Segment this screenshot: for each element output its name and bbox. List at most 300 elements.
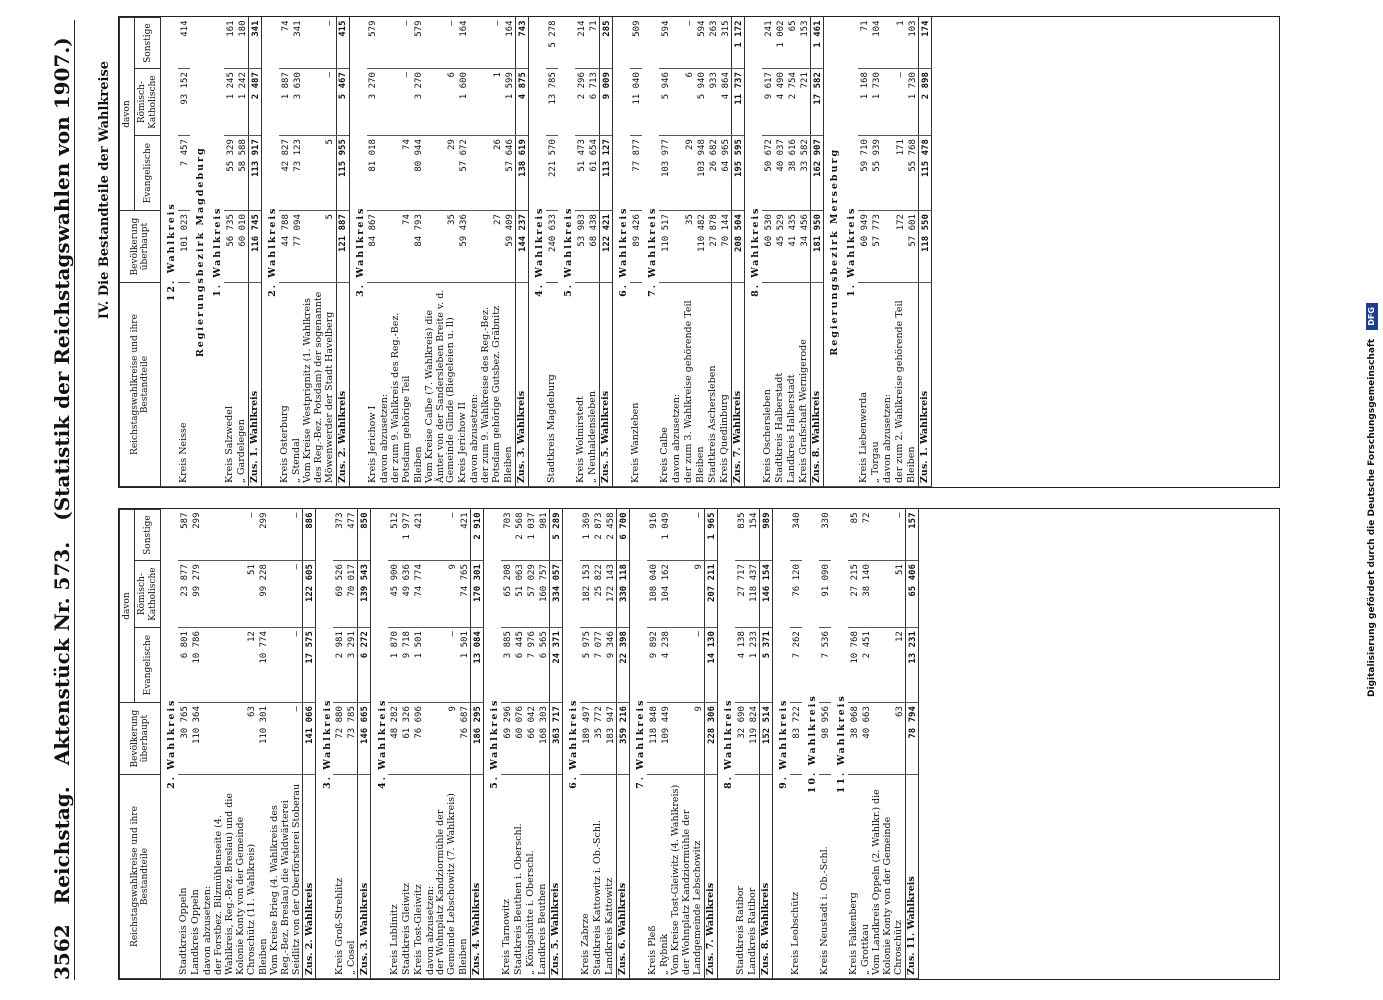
cell-sonst: 72 xyxy=(860,510,872,561)
cell-evang: 1 870 xyxy=(388,628,400,703)
cell-evang: 6 445 xyxy=(513,628,525,703)
cell-sonst: 1 965 xyxy=(705,510,718,561)
cell-total: 48 282 xyxy=(388,703,400,775)
cell-evang: 113 917 xyxy=(249,136,262,211)
cell-total: 118 848 xyxy=(647,703,659,775)
row-name: Vom Kreise Tost-Gleiwitz (4. Wahlkreis) der Wohnplatz Kandziormühle der Landgemeinde Lebschowitz xyxy=(671,775,704,979)
table-row xyxy=(671,510,704,979)
row-name: Kreis Jerichow I xyxy=(367,283,379,487)
cell-kath: 5 946 xyxy=(659,69,671,136)
cell-kath: 160 757 xyxy=(537,561,550,628)
credit-text: Digitalisierung gefördert durch die Deutsche Forschungsgemeinschaft xyxy=(1367,338,1377,697)
table-total-row xyxy=(516,18,529,487)
cell-sonst: 341 xyxy=(291,18,303,69)
subheader-label: 2. Wahlkreis xyxy=(262,18,280,487)
cell-sonst: 1 172 xyxy=(732,18,745,69)
cell-sonst: 154 xyxy=(747,510,760,561)
cell-evang: 55 939 xyxy=(870,136,882,211)
cell-kath: 4 875 xyxy=(516,69,529,136)
cell-kath: 1 887 xyxy=(279,69,291,136)
cell-sonst: 373 xyxy=(333,510,345,561)
cell-evang: 1 501 xyxy=(412,628,424,703)
cell-kath: 3 270 xyxy=(367,69,379,136)
row-name: Stadtkreis Magdeburg xyxy=(546,283,558,487)
cell-kath: 69 526 xyxy=(333,561,345,628)
table-row xyxy=(258,510,270,979)
cell-total xyxy=(424,703,436,775)
cell-sonst: 340 xyxy=(790,510,802,561)
subheader-label: Regierungsbezirk Magdeburg xyxy=(190,18,207,487)
cell-evang: 9 892 xyxy=(647,628,659,703)
cell-evang: 13 231 xyxy=(905,628,918,703)
cell-kath: 99 279 xyxy=(190,561,202,628)
cell-evang: 3 291 xyxy=(345,628,358,703)
row-name: Zus. 7. Wahlkreis xyxy=(705,775,718,979)
cell-kath: 74 774 xyxy=(412,561,424,628)
row-name: „ Torgau xyxy=(870,283,882,487)
table-subheader xyxy=(207,18,224,487)
cell-sonst: 71 xyxy=(858,18,870,69)
cell-evang: 58 588 xyxy=(236,136,249,211)
row-name: Vom Landkreis Oppeln (2. Wahlkr.) die Kolonie Konty von der Gemeinde Chroschütz xyxy=(872,775,905,979)
table-subheader xyxy=(718,510,736,979)
cell-total: 35 xyxy=(425,211,458,283)
cell-evang: 59 710 xyxy=(858,136,870,211)
row-name: Bleiben xyxy=(458,775,471,979)
page-header xyxy=(34,20,75,980)
cell-total xyxy=(469,211,481,283)
cell-evang: 171 xyxy=(894,136,906,211)
cell-kath: 3 630 xyxy=(291,69,303,136)
cell-evang: 6 272 xyxy=(358,628,371,703)
cell-total: 228 306 xyxy=(705,703,718,775)
cell-kath: 2 754 xyxy=(786,69,798,136)
row-name: Kreis Wanzleben xyxy=(630,283,642,487)
row-name: Kreis Liebenwerda xyxy=(858,283,870,487)
table-row xyxy=(400,510,412,979)
table-subheader xyxy=(371,510,389,979)
cell-total: 83 722 xyxy=(790,703,802,775)
cell-sonst: — xyxy=(391,18,413,69)
col-name-header: Reichstagswahlkreise und ihre Bestandteile xyxy=(120,283,161,487)
subheader-label: 10. Wahlkreis xyxy=(802,510,819,979)
cell-evang: 7 077 xyxy=(592,628,604,703)
cell-evang: 22 398 xyxy=(617,628,630,703)
subheader-label: 5. Wahlkreis xyxy=(558,18,575,487)
cell-sonst: 509 xyxy=(630,18,642,69)
cell-kath: 49 636 xyxy=(400,561,412,628)
row-name: Stadtkreis Kattowitz i. Ob.-Schl. xyxy=(592,775,604,979)
cell-total: 60 010 xyxy=(236,211,249,283)
table-left-body xyxy=(161,510,919,979)
cell-sonst: 180 xyxy=(236,18,249,69)
subheader-label: 12. Wahlkreis xyxy=(161,18,179,487)
subheader-label: 11. Wahlkreis xyxy=(831,510,848,979)
table-row xyxy=(501,510,513,979)
subheader-label: 9. Wahlkreis xyxy=(773,510,791,979)
table-row xyxy=(224,18,236,487)
cell-total: 183 947 xyxy=(604,703,617,775)
cell-total: 9 xyxy=(436,703,458,775)
cell-sonst: 65 xyxy=(786,18,798,69)
cell-kath: 207 211 xyxy=(705,561,718,628)
cell-sonst: 2 910 xyxy=(471,510,484,561)
cell-evang: 10 774 xyxy=(258,628,270,703)
table-total-row xyxy=(336,18,349,487)
cell-total: 68 438 xyxy=(587,211,600,283)
dfg-logo: DFG xyxy=(1366,303,1378,330)
cell-total: 109 449 xyxy=(659,703,671,775)
cell-total: 168 303 xyxy=(537,703,550,775)
col-total-header: Bevölkerung überhaupt xyxy=(120,703,161,775)
table-row xyxy=(882,18,894,487)
cell-sonst xyxy=(671,18,683,69)
cell-sonst: 1 002 xyxy=(774,18,786,69)
table-row xyxy=(735,510,747,979)
cell-sonst: — xyxy=(303,18,336,69)
cell-evang xyxy=(671,136,683,211)
cell-sonst: 2 458 xyxy=(604,510,617,561)
cell-sonst: 315 xyxy=(719,18,732,69)
cell-sonst: 1 977 xyxy=(400,510,412,561)
cell-sonst: 214 xyxy=(575,18,587,69)
cell-evang: 81 018 xyxy=(367,136,379,211)
cell-kath: 172 143 xyxy=(604,561,617,628)
table-row xyxy=(671,18,683,487)
cell-kath: 27 215 xyxy=(848,561,860,628)
cell-kath: 182 153 xyxy=(580,561,592,628)
cell-evang: 138 619 xyxy=(516,136,529,211)
row-name: Bleiben xyxy=(695,283,707,487)
cell-kath xyxy=(202,561,214,628)
row-name: Vom Kreise Calbe (7. Wahlkreis) die Ämter von der Sandersleben Breite v. d. Gemeinde Glinde (Biegeleien u. ll) xyxy=(425,283,458,487)
cell-total: 44 788 xyxy=(279,211,291,283)
row-name: davon abzusetzen: xyxy=(882,283,894,487)
cell-total: 32 690 xyxy=(735,703,747,775)
row-name: der Forstbez. Bilzmühlenseite (4. Wahlkreis, Reg.-Bez. Breslau) und die Kolonie Konty von der Gemeinde Chroschütz (11. Wahlkreis) xyxy=(214,775,258,979)
table-left xyxy=(118,508,1280,980)
table-subheader xyxy=(831,510,848,979)
cell-total: 101 023 xyxy=(178,211,190,283)
cell-kath: 1 xyxy=(481,69,503,136)
table-total-row xyxy=(358,510,371,979)
cell-total: 59 436 xyxy=(457,211,469,283)
subheader-label: 4. Wahlkreis xyxy=(529,18,547,487)
cell-evang: 42 827 xyxy=(279,136,291,211)
cell-total: 38 068 xyxy=(848,703,860,775)
subheader-label: 6. Wahlkreis xyxy=(563,510,581,979)
row-name: Kreis Zabrze xyxy=(580,775,592,979)
cell-kath: 13 785 xyxy=(546,69,558,136)
cell-kath: 4 864 xyxy=(719,69,732,136)
table-row xyxy=(604,510,617,979)
table-total-row xyxy=(471,510,484,979)
cell-sonst: 74 xyxy=(279,18,291,69)
table-row xyxy=(270,510,303,979)
row-name: davon abzusetzen: xyxy=(671,283,683,487)
row-name: Zus. 8. Wahlkreis xyxy=(811,283,824,487)
cell-total: 359 216 xyxy=(617,703,630,775)
cell-total: 152 514 xyxy=(760,703,773,775)
table-row xyxy=(858,18,870,487)
cell-total: 34 456 xyxy=(798,211,811,283)
cell-kath: 4 490 xyxy=(774,69,786,136)
cell-evang: 2 451 xyxy=(860,628,872,703)
cell-evang: 7 536 xyxy=(819,628,831,703)
row-name: Bleiben xyxy=(906,283,919,487)
table-row xyxy=(525,510,537,979)
cell-evang: 55 329 xyxy=(224,136,236,211)
cell-total xyxy=(379,211,391,283)
cell-sonst: 579 xyxy=(367,18,379,69)
table-subheader xyxy=(316,510,334,979)
row-name: Kreis Tost-Gleiwitz xyxy=(412,775,424,979)
table-row xyxy=(503,18,516,487)
row-name: Zus. 4. Wahlkreis xyxy=(471,775,484,979)
cell-sonst: — xyxy=(683,18,695,69)
cell-evang: 7 457 xyxy=(178,136,190,211)
cell-evang: — xyxy=(671,628,704,703)
cell-total: 110 482 xyxy=(695,211,707,283)
cell-total: 110 364 xyxy=(190,703,202,775)
cell-total: 186 295 xyxy=(471,703,484,775)
cell-total: 60 076 xyxy=(513,703,525,775)
cell-sonst: 6 700 xyxy=(617,510,630,561)
table-row xyxy=(178,18,190,487)
subheader-label: 1. Wahlkreis xyxy=(207,18,224,487)
cell-total: 172 xyxy=(894,211,906,283)
cell-total: 110 517 xyxy=(659,211,671,283)
row-name: Kreis Falkenberg xyxy=(848,775,860,979)
header-subject: (Statistik der Reichstagswahlen von 1907.) xyxy=(50,37,74,521)
cell-total: 27 xyxy=(481,211,503,283)
cell-sonst: 989 xyxy=(760,510,773,561)
cell-evang: 2 981 xyxy=(333,628,345,703)
table-subheader xyxy=(841,18,858,487)
cell-total: 78 794 xyxy=(905,703,918,775)
cell-kath: 2 898 xyxy=(919,69,932,136)
subheader-label: 3. Wahlkreis xyxy=(316,510,334,979)
cell-sonst: — xyxy=(436,510,458,561)
cell-total: 77 094 xyxy=(291,211,303,283)
cell-total: 70 144 xyxy=(719,211,732,283)
table-right xyxy=(118,16,1280,488)
subheader-label: 8. Wahlkreis xyxy=(718,510,736,979)
cell-total: 40 663 xyxy=(860,703,872,775)
table-row xyxy=(436,510,458,979)
row-name: Kreis Neisse xyxy=(178,283,190,487)
cell-evang: 12 xyxy=(214,628,258,703)
cell-kath: 1 242 xyxy=(236,69,249,136)
cell-evang: 26 xyxy=(481,136,503,211)
cell-evang: 5 xyxy=(303,136,336,211)
table-row xyxy=(333,510,345,979)
subheader-label: 8. Wahlkreis xyxy=(745,18,763,487)
cell-total: 74 xyxy=(391,211,413,283)
header-body: Reichstag. xyxy=(50,786,74,905)
table-subheader xyxy=(558,18,575,487)
cell-sonst xyxy=(882,18,894,69)
cell-kath: 9 617 xyxy=(762,69,774,136)
cell-kath: — xyxy=(270,561,303,628)
cell-evang: 26 682 xyxy=(707,136,719,211)
cell-kath: 330 118 xyxy=(617,561,630,628)
cell-kath: 122 605 xyxy=(303,561,316,628)
table-row xyxy=(774,18,786,487)
cell-evang: 3 885 xyxy=(501,628,513,703)
table-row xyxy=(819,510,831,979)
cell-total: 121 887 xyxy=(336,211,349,283)
row-name: Kreis Pleß xyxy=(647,775,659,979)
table-row xyxy=(786,18,798,487)
table-subheader xyxy=(262,18,280,487)
table-total-row xyxy=(617,510,630,979)
row-name: „ Gardelegen xyxy=(236,283,249,487)
digitization-credit xyxy=(1362,20,1382,980)
cell-sonst: 5 289 xyxy=(550,510,563,561)
cell-evang: 14 130 xyxy=(705,628,718,703)
col-sonst-header: Sonstige xyxy=(135,18,161,69)
cell-evang: 55 768 xyxy=(906,136,919,211)
cell-total: 57 773 xyxy=(870,211,882,283)
cell-evang: 10 786 xyxy=(190,628,202,703)
row-name: davon abzusetzen: xyxy=(424,775,436,979)
page-number: 3562 xyxy=(50,924,74,980)
cell-sonst: — xyxy=(270,510,303,561)
row-name: Zus. 11. Wahlkreis xyxy=(905,775,918,979)
cell-sonst: 743 xyxy=(516,18,529,69)
row-name: Stadtkreis Ratibor xyxy=(735,775,747,979)
cell-sonst: — xyxy=(214,510,258,561)
cell-total: 118 550 xyxy=(919,211,932,283)
cell-kath: 108 040 xyxy=(647,561,659,628)
table-subheader xyxy=(190,18,207,487)
cell-evang: 103 977 xyxy=(659,136,671,211)
cell-sonst: 164 xyxy=(457,18,469,69)
cell-total: 45 529 xyxy=(774,211,786,283)
row-name: Kreis Neustadt i. Ob.-Schl. xyxy=(819,775,831,979)
row-name: davon abzusetzen: xyxy=(379,283,391,487)
row-name: „ Neuhaldensleben xyxy=(587,283,600,487)
cell-sonst: 421 xyxy=(412,510,424,561)
row-name: Zus. 2. Wahlkreis xyxy=(303,775,316,979)
row-name: „ Rybnik xyxy=(659,775,671,979)
cell-evang: 162 907 xyxy=(811,136,824,211)
row-name: Zus. 8. Wahlkreis xyxy=(760,775,773,979)
table-row xyxy=(798,18,811,487)
col-kath-header: Römisch-Katholische xyxy=(135,561,161,628)
cell-evang: 115 955 xyxy=(336,136,349,211)
cell-sonst: 1 xyxy=(894,18,906,69)
cell-kath: 1 730 xyxy=(906,69,919,136)
subheader-label: 7. Wahlkreis xyxy=(642,18,659,487)
table-total-row xyxy=(760,510,773,979)
cell-kath: 104 162 xyxy=(659,561,671,628)
cell-sonst: — xyxy=(671,510,704,561)
cell-total: 73 785 xyxy=(345,703,358,775)
cell-evang: 13 084 xyxy=(471,628,484,703)
cell-total: 5 xyxy=(303,211,336,283)
row-name: Kreis Lublinitz xyxy=(388,775,400,979)
cell-total: 240 633 xyxy=(546,211,558,283)
row-name: Bleiben xyxy=(413,283,425,487)
table-row xyxy=(647,510,659,979)
subheader-label: Regierungsbezirk Merseburg xyxy=(824,18,842,487)
cell-total: 66 042 xyxy=(525,703,537,775)
table-row xyxy=(236,18,249,487)
cell-evang: 103 948 xyxy=(695,136,707,211)
table-row xyxy=(345,510,358,979)
col-total-header: Bevölkerung überhaupt xyxy=(120,211,161,283)
cell-kath: 139 543 xyxy=(358,561,371,628)
col-davon-header: davon xyxy=(120,510,135,703)
subheader-label: 1. Wahlkreis xyxy=(841,18,858,487)
table-row xyxy=(695,18,707,487)
cell-sonst: 330 xyxy=(819,510,831,561)
header-document: Aktenstück Nr. 573. xyxy=(50,541,74,766)
cell-evang: 73 123 xyxy=(291,136,303,211)
table-row xyxy=(575,18,587,487)
table-row xyxy=(747,510,760,979)
cell-evang xyxy=(379,136,391,211)
table-row xyxy=(413,18,425,487)
cell-evang: 6 801 xyxy=(178,628,190,703)
cell-total: 116 745 xyxy=(249,211,262,283)
row-name: Stadtkreis Oppeln xyxy=(178,775,190,979)
cell-kath: 9 xyxy=(671,561,704,628)
cell-sonst: 157 xyxy=(905,510,918,561)
cell-sonst: 2 568 xyxy=(513,510,525,561)
row-name: „ Königshütte i. Oberschl. xyxy=(525,775,537,979)
row-name: Kreis Wolmirstedt xyxy=(575,283,587,487)
cell-kath xyxy=(671,69,683,136)
subheader-label: 4. Wahlkreis xyxy=(371,510,389,979)
row-name: Stadtkreis Beuthen i. Oberschl. xyxy=(513,775,525,979)
row-name: Zus. 1. Wahlkreis xyxy=(919,283,932,487)
cell-total xyxy=(671,211,683,283)
table-row xyxy=(790,510,802,979)
col-sonst-header: Sonstige xyxy=(135,510,161,561)
cell-sonst: 161 xyxy=(224,18,236,69)
cell-sonst: 421 xyxy=(458,510,471,561)
table-row xyxy=(592,510,604,979)
cell-sonst: — xyxy=(425,18,458,69)
cell-total: 208 504 xyxy=(732,211,745,283)
cell-kath: 9 009 xyxy=(600,69,613,136)
cell-total: 27 878 xyxy=(707,211,719,283)
subheader-label: 7. Wahlkreis xyxy=(630,510,648,979)
cell-evang xyxy=(469,136,481,211)
cell-kath: 93 152 xyxy=(178,69,190,136)
cell-evang: 57 672 xyxy=(457,136,469,211)
cell-sonst: 415 xyxy=(336,18,349,69)
table-row xyxy=(848,510,860,979)
cell-sonst: 241 xyxy=(762,18,774,69)
col-evang-header: Evangelische xyxy=(135,628,161,703)
table-subheader xyxy=(773,510,791,979)
cell-sonst: 341 xyxy=(249,18,262,69)
row-name: Kreis Calbe xyxy=(659,283,671,487)
row-name: Stadtkreis Halberstadt xyxy=(774,283,786,487)
table-row xyxy=(707,18,719,487)
table-subheader xyxy=(630,510,648,979)
cell-total: 60 530 xyxy=(762,211,774,283)
header-title xyxy=(51,20,74,904)
cell-total: 35 xyxy=(683,211,695,283)
cell-total: 84 793 xyxy=(413,211,425,283)
cell-kath: 6 713 xyxy=(587,69,600,136)
table-subheader xyxy=(563,510,581,979)
